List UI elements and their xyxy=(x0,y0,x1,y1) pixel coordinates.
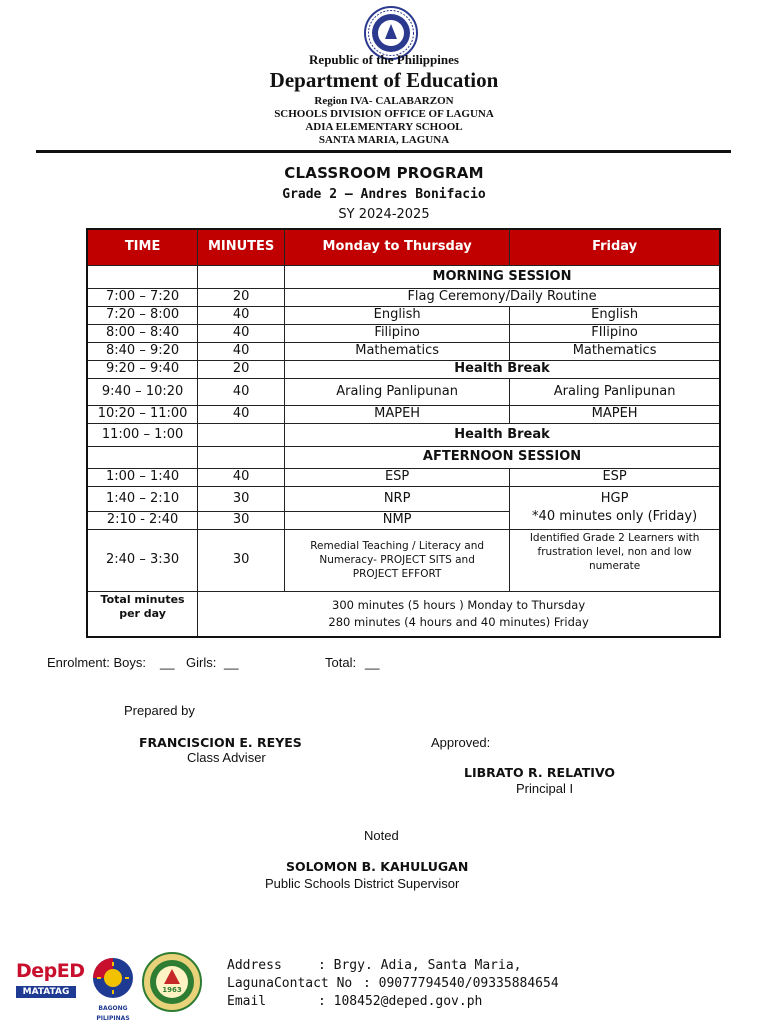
deped-logo-text: DepED xyxy=(16,960,85,982)
minutes-cell: 20 xyxy=(198,288,285,306)
minutes-cell: 40 xyxy=(198,468,285,486)
enrolment-total-label: Total: xyxy=(325,655,357,670)
principal-name: LIBRATO R. RELATIVO xyxy=(464,765,616,780)
adia-school-seal xyxy=(142,952,202,1012)
subject-fri-cell xyxy=(510,486,720,529)
minutes-cell xyxy=(198,423,285,446)
minutes-cell: 30 xyxy=(198,529,285,591)
total-value xyxy=(198,591,720,637)
minutes-cell: 40 xyxy=(198,324,285,342)
total-friday: 280 minutes (4 hours and 40 minutes) Friday xyxy=(328,614,589,629)
subject-fri-cell: Mathematics xyxy=(510,342,720,360)
email-label: Email xyxy=(227,994,267,1009)
health-break-cell: Health Break xyxy=(285,360,720,378)
table-row xyxy=(87,265,720,288)
school-year: SY 2024-2025 xyxy=(338,207,430,222)
table-row xyxy=(87,288,720,306)
minutes-cell: 40 xyxy=(198,405,285,423)
subject-mt-cell: Mathematics xyxy=(285,342,510,360)
table-row xyxy=(87,360,720,378)
minutes-cell: 30 xyxy=(198,486,285,511)
adviser-title: Class Adviser xyxy=(187,750,266,765)
header-time: TIME xyxy=(87,229,198,265)
table-header-row xyxy=(87,229,720,265)
table-row xyxy=(87,405,720,423)
principal-title: Principal I xyxy=(516,781,574,796)
afternoon-session-label: AFTERNOON SESSION xyxy=(285,446,720,468)
table-row xyxy=(87,446,720,468)
classroom-program-table xyxy=(86,228,721,638)
contact-value: : 09077794540/09335884654 xyxy=(363,976,559,991)
grade-section: Grade 2 – Andres Bonifacio xyxy=(282,187,486,202)
seal-year: 1963 xyxy=(162,986,182,994)
time-cell: 7:00 – 7:20 xyxy=(87,288,198,306)
minutes-cell: 40 xyxy=(198,306,285,324)
remedial-cell: Remedial Teaching / Literacy and Numeracy- PROJECT SITS and PROJECT EFFORT xyxy=(285,529,510,591)
minutes-cell: 40 xyxy=(198,378,285,405)
header-minutes: MINUTES xyxy=(198,229,285,265)
time-cell: 8:00 – 8:40 xyxy=(87,324,198,342)
total-label: Total minutes per day xyxy=(87,591,198,637)
time-cell: 2:40 – 3:30 xyxy=(87,529,198,591)
table-row xyxy=(87,529,720,591)
table-row xyxy=(87,342,720,360)
table-row xyxy=(87,423,720,446)
header-divider xyxy=(36,150,731,153)
contact-label: LagunaContact No xyxy=(227,976,353,991)
subject-mt-cell: Filipino xyxy=(285,324,510,342)
address-label: Address xyxy=(227,958,282,973)
time-cell: 7:20 – 8:00 xyxy=(87,306,198,324)
enrolment-boys-value: __ xyxy=(160,655,175,670)
table-row xyxy=(87,468,720,486)
hgp-note: *40 minutes only (Friday) xyxy=(532,508,698,524)
prepared-by-label: Prepared by xyxy=(124,703,195,718)
division-label: SCHOOLS DIVISION OFFICE OF LAGUNA xyxy=(274,108,494,120)
table-row xyxy=(87,324,720,342)
bagong-pilipinas-logo xyxy=(84,956,142,1022)
subject-mt-cell: MAPEH xyxy=(285,405,510,423)
health-break-cell: Health Break xyxy=(285,423,720,446)
total-row xyxy=(87,591,720,637)
subject-fri-cell: English xyxy=(510,306,720,324)
approved-label: Approved: xyxy=(431,735,491,750)
location-label: SANTA MARIA, LAGUNA xyxy=(318,134,450,146)
total-mon-thu: 300 minutes (5 hours ) Monday to Thursday xyxy=(332,598,586,613)
time-cell: 11:00 – 1:00 xyxy=(87,423,198,446)
time-cell: 1:00 – 1:40 xyxy=(87,468,198,486)
minutes-cell: 40 xyxy=(198,342,285,360)
time-cell: 9:20 – 9:40 xyxy=(87,360,198,378)
subject-mt-cell: NRP xyxy=(285,486,510,511)
hgp-label: HGP xyxy=(600,490,629,506)
subject-mt-cell: Araling Panlipunan xyxy=(285,378,510,405)
supervisor-name: SOLOMON B. KAHULUGAN xyxy=(286,859,469,874)
deped-matatag-logo xyxy=(16,960,85,1012)
morning-session-label: MORNING SESSION xyxy=(285,265,720,288)
time-cell: 10:20 – 11:00 xyxy=(87,405,198,423)
subject-fri-cell: MAPEH xyxy=(510,405,720,423)
enrolment-boys-label: Enrolment: Boys: xyxy=(47,655,146,670)
school-label: ADIA ELEMENTARY SCHOOL xyxy=(305,121,463,133)
bagong-pilipinas-emblem-icon xyxy=(84,956,142,1000)
noted-label: Noted xyxy=(364,828,399,843)
table-row xyxy=(87,486,720,511)
minutes-cell: 30 xyxy=(198,511,285,529)
bagong-pilipinas-text: BAGONG PILIPINAS xyxy=(96,1005,130,1022)
subject-mt-cell: NMP xyxy=(285,511,510,529)
activity-cell: Flag Ceremony/Daily Routine xyxy=(285,288,720,306)
header-monday-thursday: Monday to Thursday xyxy=(285,229,510,265)
table-row xyxy=(87,378,720,405)
enrolment-total-value: __ xyxy=(365,655,380,670)
enrolment-girls-label: Girls: xyxy=(186,655,217,670)
region-label: Region IVA- CALABARZON xyxy=(314,95,454,107)
subject-fri-cell: Araling Panlipunan xyxy=(510,378,720,405)
subject-mt-cell: ESP xyxy=(285,468,510,486)
subject-fri-cell: ESP xyxy=(510,468,720,486)
enrolment-girls-value: __ xyxy=(224,655,239,670)
time-cell: 9:40 – 10:20 xyxy=(87,378,198,405)
table-row xyxy=(87,306,720,324)
header-friday: Friday xyxy=(510,229,720,265)
identified-learners-cell: Identified Grade 2 Learners with frustration level, non and low numerate xyxy=(510,529,720,591)
subject-fri-cell: FIlipino xyxy=(510,324,720,342)
supervisor-title: Public Schools District Supervisor xyxy=(265,876,460,891)
department-title: Department of Education xyxy=(269,68,499,92)
school-seal-icon xyxy=(142,952,202,1012)
address-value: : Brgy. Adia, Santa Maria, xyxy=(318,958,522,973)
time-cell: 1:40 – 2:10 xyxy=(87,486,198,511)
time-cell: 2:10 - 2:40 xyxy=(87,511,198,529)
matatag-logo-text: MATATAG xyxy=(16,986,76,998)
program-title: CLASSROOM PROGRAM xyxy=(284,164,484,182)
minutes-cell: 20 xyxy=(198,360,285,378)
email-value[interactable]: : 108452@deped.gov.ph xyxy=(318,994,483,1009)
republic-label: Republic of the Philippines xyxy=(309,52,459,67)
subject-mt-cell: English xyxy=(285,306,510,324)
time-cell: 8:40 – 9:20 xyxy=(87,342,198,360)
adviser-name: FRANCISCION E. REYES xyxy=(139,735,302,750)
